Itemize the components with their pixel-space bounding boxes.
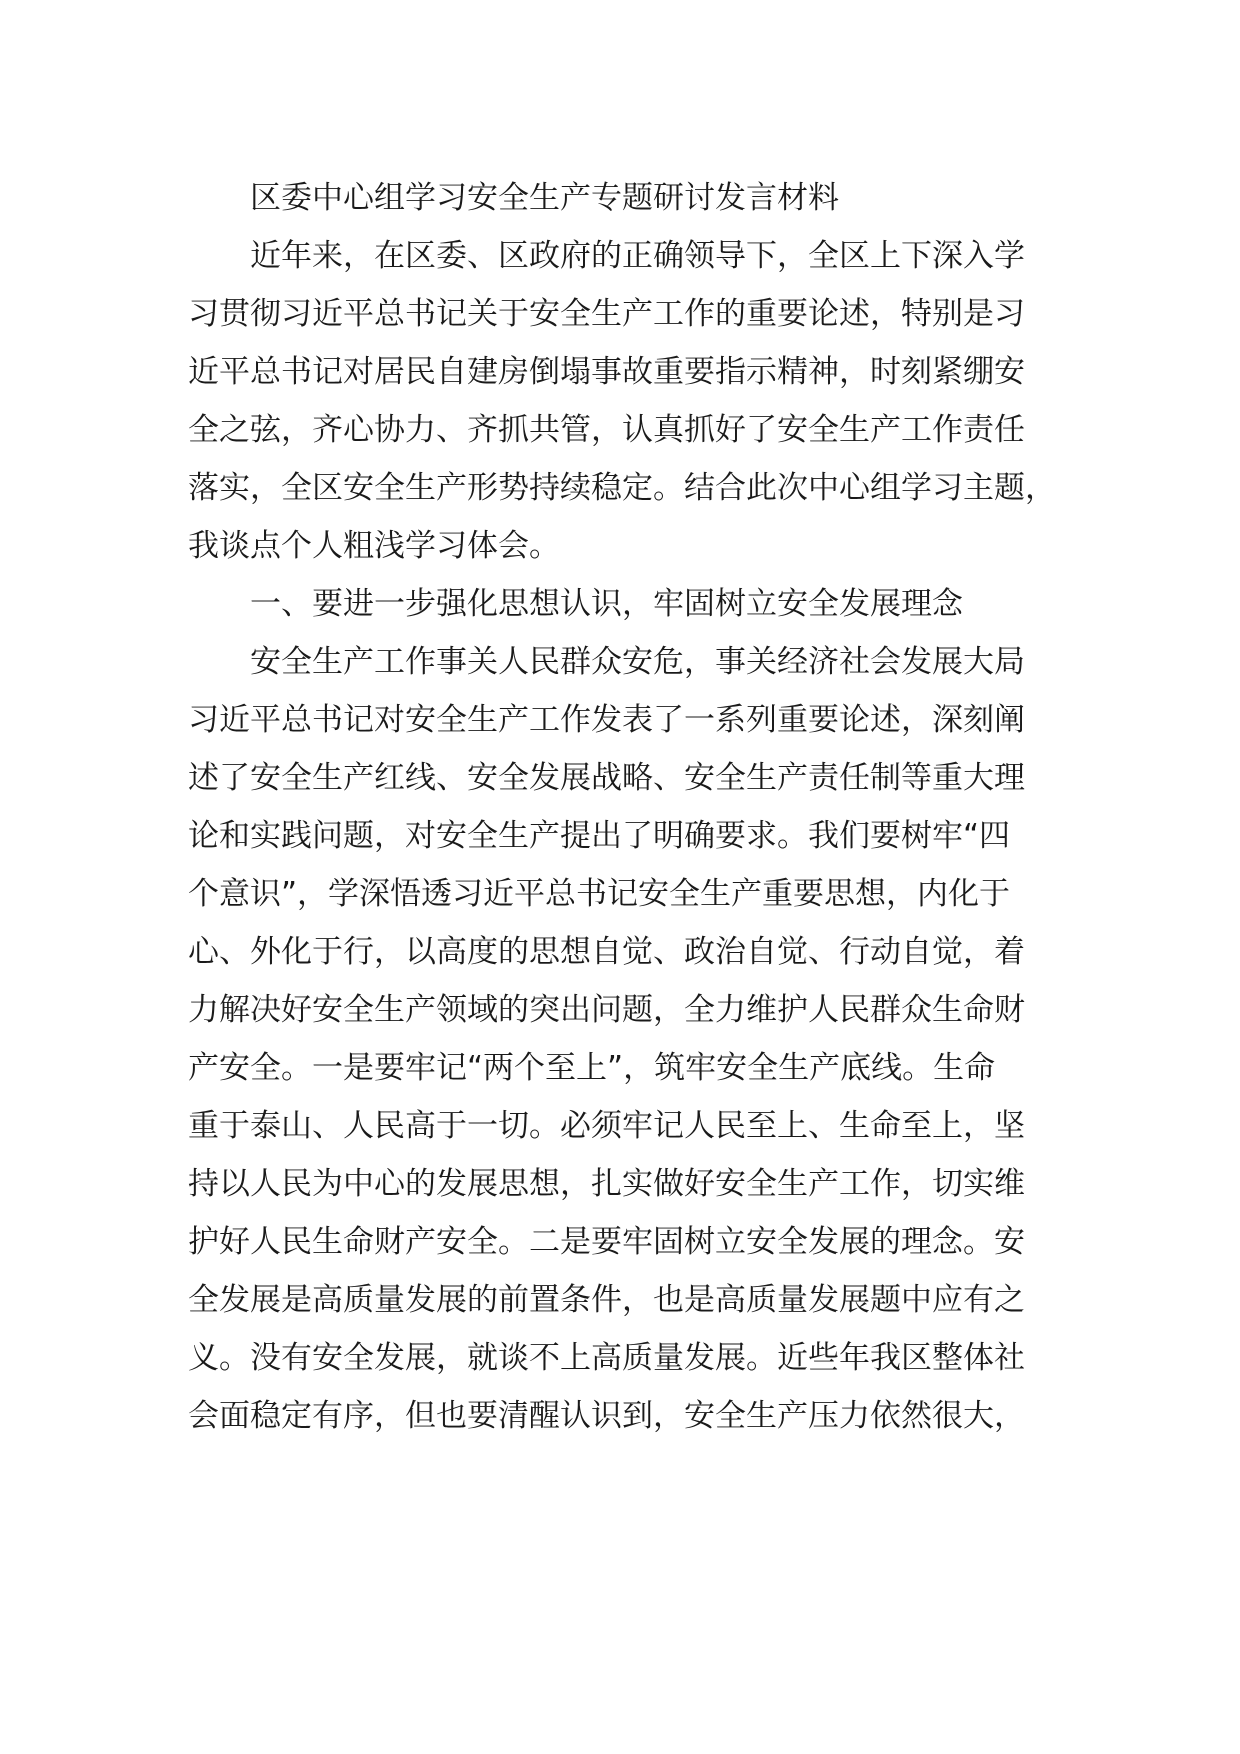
paragraph-2-line-12: 全发展是高质量发展的前置条件，也是高质量发展题中应有之: [188, 1282, 1025, 1318]
document-title: 区委中心组学习安全生产专题研讨发言材料: [250, 180, 839, 216]
paragraph-2-line-6: 心、外化于行，以高度的思想自觉、政治自觉、行动自觉，着: [188, 934, 1025, 970]
paragraph-2-line-1: 安全生产工作事关人民群众安危，事关经济社会发展大局: [250, 644, 1025, 680]
paragraph-1-line-5: 落实，全区安全生产形势持续稳定。结合此次中心组学习主题，: [188, 470, 1056, 506]
paragraph-1-line-6: 我谈点个人粗浅学习体会。: [188, 528, 560, 564]
paragraph-1-line-4: 全之弦，齐心协力、齐抓共管，认真抓好了安全生产工作责任: [188, 412, 1025, 448]
paragraph-2-line-4: 论和实践问题，对安全生产提出了明确要求。我们要树牢“四: [188, 818, 1011, 854]
paragraph-2-line-2: 习近平总书记对安全生产工作发表了一系列重要论述，深刻阐: [188, 702, 1025, 738]
paragraph-1-line-1: 近年来，在区委、区政府的正确领导下，全区上下深入学: [250, 238, 1025, 274]
paragraph-1-line-3: 近平总书记对居民自建房倒塌事故重要指示精神，时刻紧绷安: [188, 354, 1025, 390]
paragraph-2-line-8: 产安全。一是要牢记“两个至上”，筑牢安全生产底线。生命: [188, 1050, 996, 1086]
paragraph-1-line-2: 习贯彻习近平总书记关于安全生产工作的重要论述，特别是习: [188, 296, 1025, 332]
paragraph-2-line-9: 重于泰山、人民高于一切。必须牢记人民至上、生命至上，坚: [188, 1108, 1025, 1144]
section-heading-1: 一、要进一步强化思想认识，牢固树立安全发展理念: [250, 586, 963, 622]
paragraph-2-line-10: 持以人民为中心的发展思想，扎实做好安全生产工作，切实维: [188, 1166, 1025, 1202]
paragraph-2-line-7: 力解决好安全生产领域的突出问题，全力维护人民群众生命财: [188, 992, 1025, 1028]
paragraph-2-line-14: 会面稳定有序，但也要清醒认识到，安全生产压力依然很大，: [188, 1398, 1025, 1434]
paragraph-2-line-5: 个意识”，学深悟透习近平总书记安全生产重要思想，内化于: [188, 876, 1011, 912]
paragraph-2-line-11: 护好人民生命财产安全。二是要牢固树立安全发展的理念。安: [188, 1224, 1025, 1260]
paragraph-2-line-3: 述了安全生产红线、安全发展战略、安全生产责任制等重大理: [188, 760, 1025, 796]
paragraph-2-line-13: 义。没有安全发展，就谈不上高质量发展。近些年我区整体社: [188, 1340, 1025, 1376]
